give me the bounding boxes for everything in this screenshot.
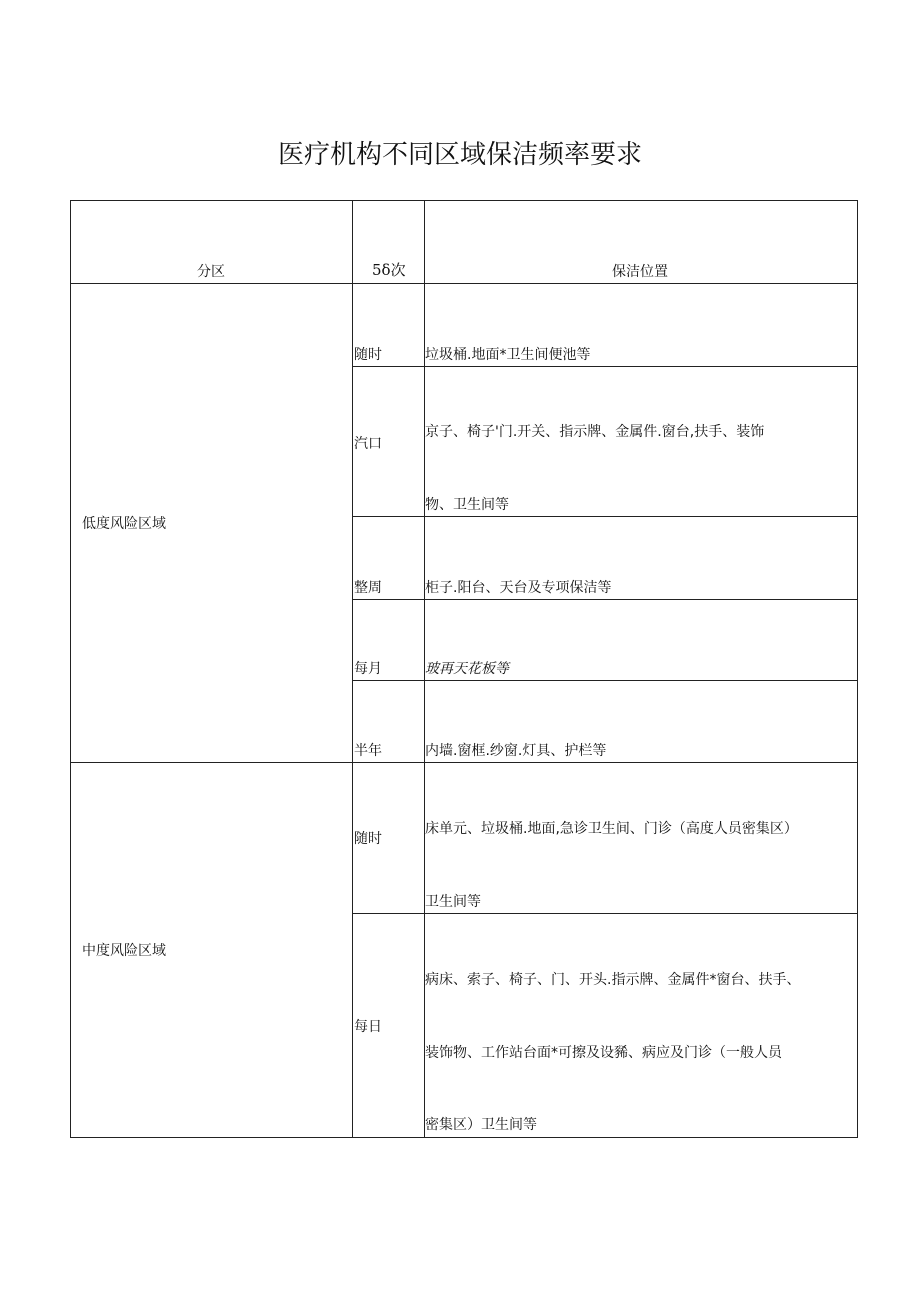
location-cell: 京子、椅子'门.开关、指示牌、金属件.窗台,扶手、装饰 — [425, 424, 765, 440]
location-cell: 柜子.阳台、天台及专项保洁等 — [425, 580, 612, 596]
table-border-left — [70, 200, 71, 1138]
header-divider — [70, 283, 858, 284]
location-cell: 垃圾桶.地面*卫生间便池等 — [425, 347, 591, 363]
zone-divider — [70, 762, 858, 763]
header-location: 保洁位置 — [612, 264, 668, 280]
row-divider — [352, 366, 858, 367]
location-cell: 内墙.窗框.纱窗.灯具、护栏等 — [425, 743, 607, 759]
table-border-right — [857, 200, 858, 1138]
location-cell: 密集区）卫生间等 — [425, 1117, 537, 1133]
location-cell: 卫生间等 — [425, 894, 481, 910]
frequency-cell: 汽口 — [354, 436, 382, 452]
table-border-bottom — [70, 1137, 858, 1138]
zone-name: 低度风险区域 — [82, 516, 166, 532]
location-cell: 病床、索子、椅子、门、开头.指示牌、金属件*窗台、扶手、 — [425, 972, 801, 988]
page-title: 医疗机构不同区域保洁频率要求 — [277, 140, 642, 170]
frequency-cell: 半年 — [354, 743, 382, 759]
location-cell: 床单元、垃圾桶.地面,急诊卫生间、门诊（高度人员密集区） — [425, 821, 798, 837]
frequency-cell: 随时 — [354, 347, 382, 363]
column-divider-1 — [352, 200, 353, 1138]
location-cell: 装饰物、工作站台面*可擦及设豨、病应及门诊（一般人员 — [425, 1045, 782, 1061]
frequency-cell: 每月 — [354, 661, 382, 677]
location-cell: 玻再天花板等 — [425, 661, 509, 677]
frequency-cell: 随时 — [354, 831, 382, 847]
table-border-top — [70, 200, 858, 201]
header-frequency: 5δ次 — [372, 261, 406, 279]
header-zone: 分区 — [197, 264, 225, 280]
row-divider — [352, 599, 858, 600]
row-divider — [352, 680, 858, 681]
row-divider — [352, 516, 858, 517]
frequency-cell: 每日 — [354, 1019, 382, 1035]
zone-name: 中度风险区域 — [82, 943, 166, 959]
frequency-cell: 整周 — [354, 580, 382, 596]
location-cell: 物、卫生间等 — [425, 497, 509, 513]
row-divider — [352, 913, 858, 914]
